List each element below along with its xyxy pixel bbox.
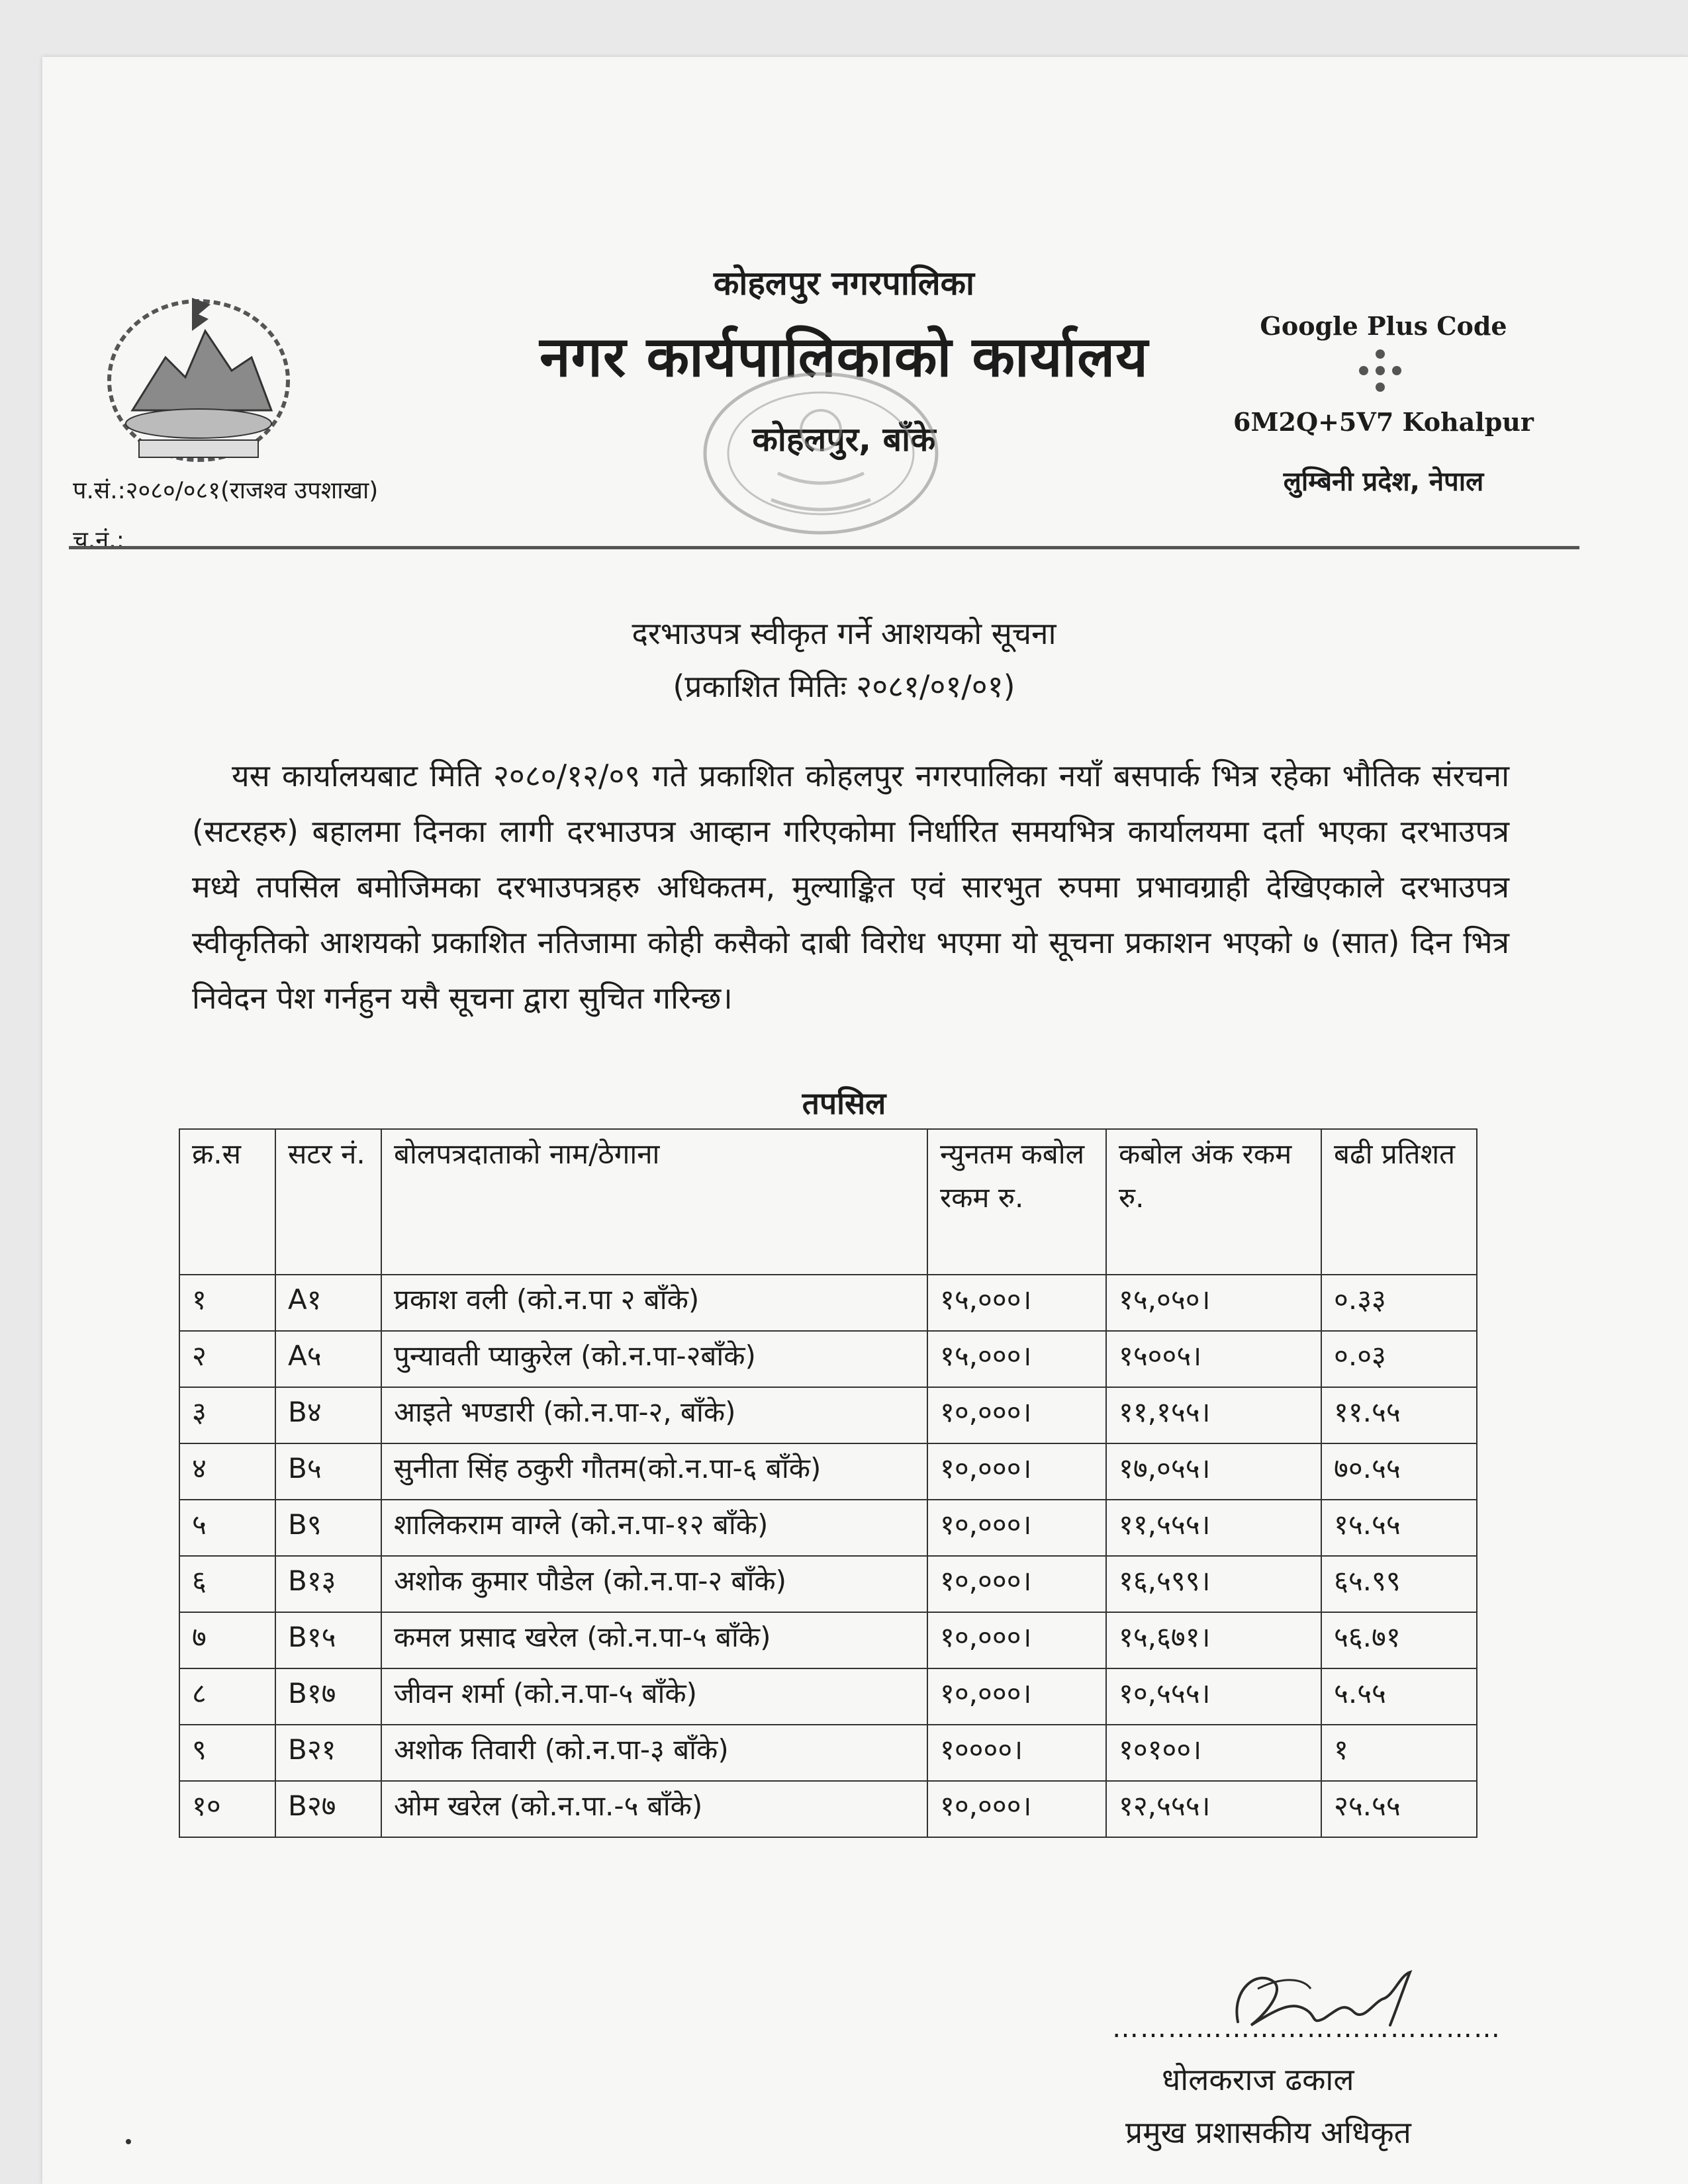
cell-percent: ५.५५ [1321,1668,1477,1725]
table-row [179,1668,1477,1725]
cell-serial: २ [179,1331,275,1387]
cell-shutter: B२१ [275,1725,381,1781]
cell-min-bid: १०,०००। [927,1612,1106,1668]
cell-serial: ४ [179,1443,275,1500]
plus-code-logo-icon [1350,347,1410,394]
signature-line: …………………………………… [1112,2013,1501,2044]
cell-serial: ३ [179,1387,275,1443]
office-location: कोहलपुर, बाँके [752,420,936,459]
cell-bidder: प्रकाश वली (को.न.पा २ बाँके) [381,1275,927,1331]
cell-bid-amount: १६,५९९। [1106,1556,1321,1612]
cell-shutter: B२७ [275,1781,381,1837]
cell-bidder: सुनीता सिंह ठकुरी गौतम(को.न.पा-६ बाँके) [381,1443,927,1500]
cell-shutter: B४ [275,1387,381,1443]
cell-bid-amount: १२,५५५। [1106,1781,1321,1837]
cell-min-bid: १०,०००। [927,1668,1106,1725]
cell-shutter: A५ [275,1331,381,1387]
cell-percent: ७०.५५ [1321,1443,1477,1500]
cell-bid-amount: १०१००। [1106,1725,1321,1781]
cell-percent: ०.३३ [1321,1275,1477,1331]
signatory-title: प्रमुख प्रशासकीय अधिकृत [1125,2115,1411,2150]
cell-serial: ८ [179,1668,275,1725]
cell-shutter: B१७ [275,1668,381,1725]
cell-min-bid: १५,०००। [927,1331,1106,1387]
cell-serial: १० [179,1781,275,1837]
header-serial: क्र.स [179,1129,275,1275]
cell-serial: ७ [179,1612,275,1668]
table-row [179,1725,1477,1781]
dispatch-number: च.नं.: [73,527,124,554]
cell-percent: ११.५५ [1321,1387,1477,1443]
cell-min-bid: १०,०००। [927,1387,1106,1443]
reference-number: प.सं.:२०८०/०८१(राजश्व उपशाखा) [73,477,379,504]
province-label: लुम्बिनी प्रदेश, नेपाल [1283,467,1484,497]
office-seal-icon [698,367,943,539]
cell-bid-amount: १५,६७१। [1106,1612,1321,1668]
office-name: नगर कार्यपालिकाको कार्यालय [539,324,1149,389]
cell-shutter: B९ [275,1500,381,1556]
cell-serial: ६ [179,1556,275,1612]
table-caption: तपसिल [802,1085,886,1121]
header-shutter-no: सटर नं. [275,1129,381,1275]
cell-bidder: शालिकराम वाग्ले (को.न.पा-१२ बाँके) [381,1500,927,1556]
cell-serial: ५ [179,1500,275,1556]
table-header-row [179,1129,1477,1275]
table-row [179,1387,1477,1443]
notice-published-date: (प्रकाशित मितिः २०८१/०१/०१) [673,668,1015,704]
cell-min-bid: १०,०००। [927,1556,1106,1612]
bid-results-table [179,1128,1477,1838]
scan-speck [126,2139,131,2144]
header-bid-amount: कबोल अंक रकम रु. [1106,1129,1321,1275]
cell-shutter: B१३ [275,1556,381,1612]
cell-min-bid: १००००। [927,1725,1106,1781]
table-row [179,1443,1477,1500]
cell-bidder: अशोक कुमार पौडेल (को.न.पा-२ बाँके) [381,1556,927,1612]
cell-bid-amount: ११,१५५। [1106,1387,1321,1443]
cell-bidder: पुन्यावती प्याकुरेल (को.न.पा-२बाँके) [381,1331,927,1387]
header-bidder-name: बोलपत्रदाताको नाम/ठेगाना [381,1129,927,1275]
cell-serial: ९ [179,1725,275,1781]
notice-title: दरभाउपत्र स्वीकृत गर्ने आशयको सूचना [632,615,1056,651]
cell-min-bid: १०,०००। [927,1500,1106,1556]
table-row [179,1331,1477,1387]
notice-body: यस कार्यालयबाट मिति २०८०/१२/०९ गते प्रकाशित कोहलपुर नगरपालिका नयाँ बसपार्क भित्र रहेका भौतिक संरचना (सटरहरु) बहालमा दिनका लागी दरभाउपत्र आव्हान गरिएकोमा निर्धारित समयभित्र कार्यालयमा दर्ता भएका दरभाउपत्र मध्ये तपसिल बमोजिमका दरभाउपत्रहरु अधिकतम, मुल्याङ्कित एवं सारभुत रुपमा प्रभावग्राही देखिएकाले दरभाउपत्र स्वीकृतिको आशयको प्रकाशित नतिजामा कोही कसैको दाबी विरोध भएमा यो सूचना प्रकाशन भएको ७ (सात) दिन भित्र निवेदन पेश गर्नहुन यसै सूचना द्वारा सुचित गरिन्छ। [192,758,1509,1016]
cell-bid-amount: १०,५५५। [1106,1668,1321,1725]
cell-bidder: ओम खरेल (को.न.पा.-५ बाँके) [381,1781,927,1837]
cell-min-bid: १५,०००। [927,1275,1106,1331]
cell-bidder: जीवन शर्मा (को.न.पा-५ बाँके) [381,1668,927,1725]
table-row [179,1500,1477,1556]
cell-bid-amount: १७,०५५। [1106,1443,1321,1500]
cell-percent: ५६.७१ [1321,1612,1477,1668]
cell-bidder: कमल प्रसाद खरेल (को.न.पा-५ बाँके) [381,1612,927,1668]
cell-percent: १ [1321,1725,1477,1781]
cell-bid-amount: १५००५। [1106,1331,1321,1387]
cell-bid-amount: १५,०५०। [1106,1275,1321,1331]
cell-min-bid: १०,०००। [927,1443,1106,1500]
cell-shutter: B१५ [275,1612,381,1668]
cell-percent: २५.५५ [1321,1781,1477,1837]
cell-bid-amount: ११,५५५। [1106,1500,1321,1556]
header-min-bid: न्युनतम कबोल रकम रु. [927,1129,1106,1275]
table-row [179,1781,1477,1837]
header-divider [69,546,1579,549]
signatory-name: धोलकराज ढकाल [1162,2062,1354,2097]
plus-code-title: Google Plus Code [1260,311,1507,341]
table-row [179,1612,1477,1668]
cell-min-bid: १०,०००। [927,1781,1106,1837]
table-row [179,1556,1477,1612]
cell-percent: ६५.९९ [1321,1556,1477,1612]
cell-percent: ०.०३ [1321,1331,1477,1387]
table-row [179,1275,1477,1331]
plus-code-value: 6M2Q+5V7 Kohalpur [1233,407,1534,437]
cell-bidder: अशोक तिवारी (को.न.पा-३ बाँके) [381,1725,927,1781]
cell-shutter: B५ [275,1443,381,1500]
municipality-name: कोहलपुर नगरपालिका [714,264,974,302]
cell-serial: १ [179,1275,275,1331]
cell-shutter: A१ [275,1275,381,1331]
cell-percent: १५.५५ [1321,1500,1477,1556]
cell-bidder: आइते भण्डारी (को.न.पा-२, बाँके) [381,1387,927,1443]
header-percent-increase: बढी प्रतिशत [1321,1129,1477,1275]
